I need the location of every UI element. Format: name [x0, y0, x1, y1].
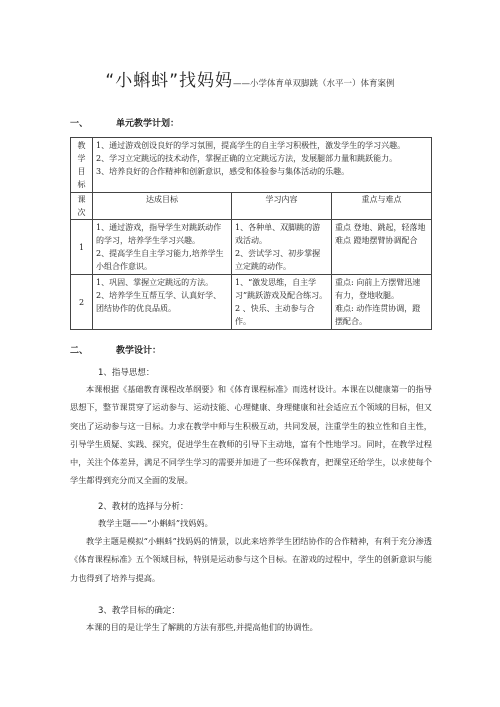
key-point-cell	[332, 275, 432, 330]
table-header-row	[71, 193, 432, 220]
paragraph-objectives: 本课的目的是让学生了解跳的方法有那些,并提高他们的协调性。	[86, 622, 318, 632]
teaching-theme: 教学主题——“小蝌蚪”找妈妈。	[98, 518, 213, 528]
subheading-material: 2、教材的选择与分析：	[98, 502, 189, 512]
key-point-text: 重点 登地、跳起，轻落地	[335, 223, 426, 232]
column-header: 课次	[71, 193, 93, 220]
lesson-number: 1	[71, 220, 93, 275]
goals-cell	[93, 138, 432, 193]
section-title: 单元教学计划：	[116, 119, 180, 129]
subheading-guiding-idea: 1、指导思想：	[98, 368, 155, 378]
goal-text: 1、通过游戏，指导学生对跳跃动作的学习，培养学生学习兴趣。	[96, 223, 222, 245]
paragraph-material: 教学主题是模拟“小蝌蚪”找妈妈的情景，以此来培养学生团结协作的合作精神，有利于充分渗透《体育课程标准》五个领域目标，特别是运动参与这个目标。在游戏的过程中，学生的创新意识与能力也得到了培养与提高。	[70, 536, 432, 583]
goal-cell	[93, 275, 232, 330]
subheading-objectives: 3、教学目标的确定：	[98, 606, 180, 616]
section-title: 教学设计：	[116, 346, 162, 356]
table-row	[71, 220, 432, 275]
unit-plan-table	[70, 137, 432, 330]
lesson-number: 2	[71, 275, 93, 330]
key-point-text: 难点 蹬地摆臂协调配合	[335, 236, 418, 245]
document-title-block	[0, 66, 500, 91]
goal-text: 2、提高学生自主学习能力,培养学生小组合作意识。	[96, 249, 224, 271]
content-text: 1、“激发思维，自主学习”跳跃游戏及配合练习。	[235, 278, 328, 300]
column-header: 学习内容	[232, 193, 332, 220]
content-cell	[232, 220, 332, 275]
content-text: 2 、快乐、主动参与合作。	[235, 304, 315, 326]
paragraph-guiding-idea: 本课根据《基础教育课程改革纲要》和《体育课程标准》而选材设计。本课在以健康第一的指导思想下，整节课贯穿了运动参与、运动技能、心理健康、身理健康和社会适应五个领域的目标，但又突出了运动参与这一目标。力求在教学中师与生积极互动，共同发展，注重学生的独立性和自主性，引导学生质疑、实践、探究，促进学生在教师的引导下主动地，富有个性地学习。同时，在教学过程中，关注个体差异，满足不同学生学习的需要并加进了一些环保教育，把课堂还给学生，以求使每个学生都得到充分而又全面的发展。	[70, 384, 432, 486]
section-number: 二、	[70, 346, 89, 356]
goal-item: 1、通过游戏创设良好的学习氛围，提高学生的自主学习积极性，激发学生的学习兴趣。	[96, 141, 406, 150]
content-text: 2、尝试学习、初步掌握立定跳的动作。	[235, 249, 321, 271]
column-header: 重点与难点	[332, 193, 432, 220]
content-text: 1、各种单、双脚跳的游戏活动。	[235, 223, 321, 245]
key-point-cell	[332, 220, 432, 275]
key-point-text: 难点: 动作连贯协调，蹬摆配合。	[335, 304, 421, 326]
section-number: 一、	[70, 119, 89, 129]
goal-text: 1、巩固、掌握立定跳远的方法。	[96, 278, 214, 287]
document-title: “小蝌蚪”找妈妈	[105, 71, 234, 91]
section-heading-1	[70, 116, 179, 129]
section-heading-2	[70, 343, 161, 356]
goal-item: 3、培养良好的合作精神和创新意识，感受和体验参与集体活动的乐趣。	[96, 167, 350, 176]
goal-label-cell: 教学目标	[71, 138, 93, 193]
goals-row	[71, 138, 432, 193]
goal-text: 2、培养学生互帮互学、认真好学、团结协作的优良品质。	[96, 291, 222, 313]
document-subtitle: ——小学体育单双脚跳（水平一）体育案例	[233, 79, 395, 89]
goal-item: 2、学习立定跳远的技术动作，掌握正确的立定跳远方法，发展腿部力量和跳跃能力。	[96, 154, 398, 163]
column-header: 达成目标	[93, 193, 232, 220]
content-cell	[232, 275, 332, 330]
key-point-text: 重点: 向前上方摆臂迅速有力，登地收腿。	[335, 278, 421, 300]
goal-cell	[93, 220, 232, 275]
table-row	[71, 275, 432, 330]
